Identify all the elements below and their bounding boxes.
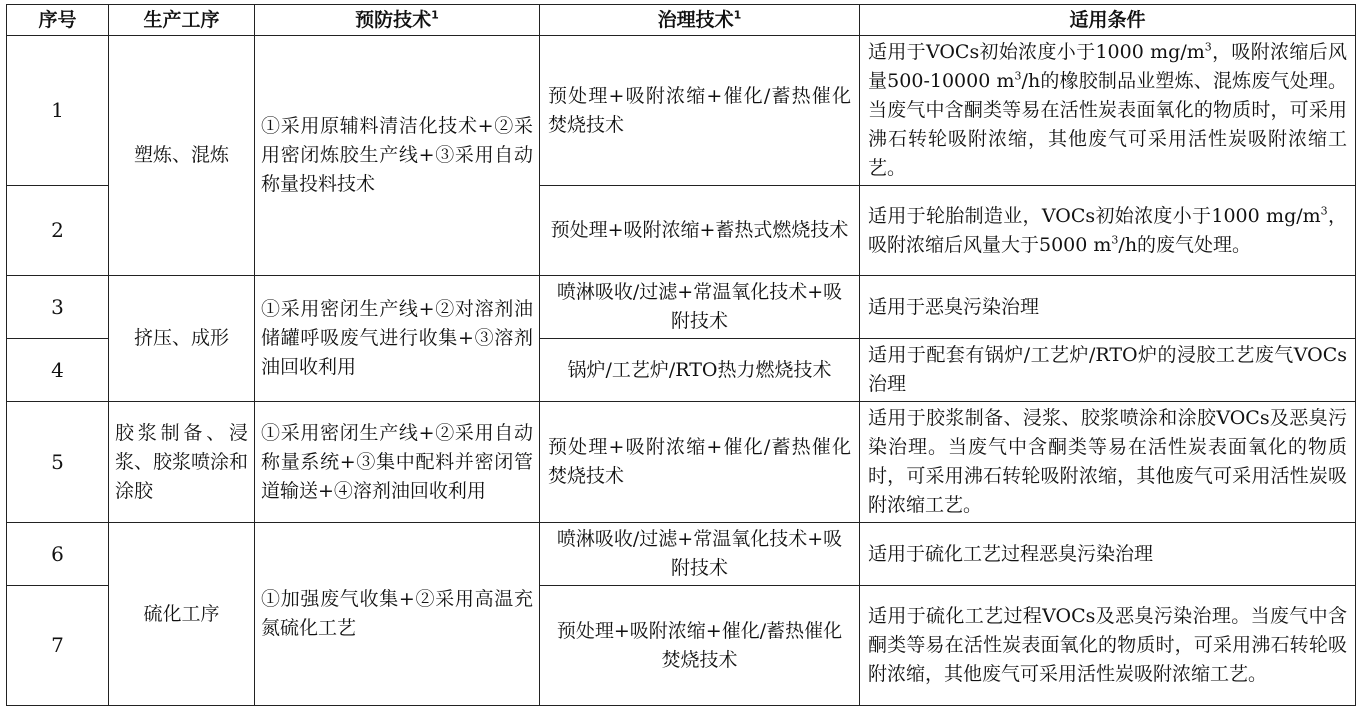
- row-number: 4: [7, 339, 109, 402]
- prevention-cell: ①加强废气收集+②采用高温充氮硫化工艺: [255, 523, 540, 706]
- row-number: 3: [7, 276, 109, 339]
- header-treatment-note: 1: [733, 8, 742, 22]
- condition-text: ，吸附浓缩后风量大于5000 m: [868, 204, 1347, 256]
- unit-exponent: 3: [1111, 233, 1119, 247]
- process-cell: 硫化工序: [109, 523, 255, 706]
- header-prevention: [255, 5, 540, 36]
- row-number: 2: [7, 186, 109, 276]
- table-row: [7, 36, 1356, 186]
- table-row: [7, 402, 1356, 523]
- condition-cell: 适用于胶浆制备、浸浆、胶浆喷涂和涂胶VOCs及恶臭污染治理。当废气中含酮类等易在活性炭表面氧化的物质时，可采用沸石转轮吸附浓缩，其他废气可采用活性炭吸附浓缩工艺。: [860, 402, 1356, 523]
- unit-exponent: 3: [1014, 69, 1022, 83]
- condition-text: 适用于轮胎制造业，VOCs初始浓度小于1000 mg/m: [868, 204, 1321, 227]
- treatment-cell: 预处理+吸附浓缩+催化/蓄热催化焚烧技术: [540, 36, 860, 186]
- treatment-cell: 喷淋吸收/过滤+常温氧化技术+吸附技术: [540, 523, 860, 586]
- condition-cell: [860, 36, 1356, 186]
- header-treatment: [540, 5, 860, 36]
- treatment-cell: 锅炉/工艺炉/RTO热力燃烧技术: [540, 339, 860, 402]
- condition-cell: 适用于恶臭污染治理: [860, 276, 1356, 339]
- treatment-cell: 预处理+吸附浓缩+催化/蓄热催化焚烧技术: [540, 402, 860, 523]
- condition-text: ，吸附浓缩后风量500-10000 m: [868, 41, 1347, 92]
- prevention-cell: ①采用密闭生产线+②采用自动称量系统+③集中配料并密闭管道输送+④溶剂油回收利用: [255, 402, 540, 523]
- process-cell: 挤压、成形: [109, 276, 255, 402]
- condition-cell: [860, 186, 1356, 276]
- treatment-cell: 预处理+吸附浓缩+蓄热式燃烧技术: [540, 186, 860, 276]
- treatment-cell: 喷淋吸收/过滤+常温氧化技术+吸附技术: [540, 276, 860, 339]
- unit-exponent: 3: [1320, 204, 1328, 218]
- table-row: [7, 523, 1356, 586]
- process-cell: 胶浆制备、浸浆、胶浆喷涂和涂胶: [109, 402, 255, 523]
- condition-text: 适用于VOCs初始浓度小于1000 mg/m: [868, 41, 1205, 63]
- technology-table: [6, 4, 1356, 706]
- header-prevention-note: 1: [431, 8, 439, 22]
- header-process: 生产工序: [109, 5, 255, 36]
- table-row: [7, 276, 1356, 339]
- table-header-row: [7, 5, 1356, 36]
- header-treatment-label: 治理技术: [657, 9, 734, 31]
- process-cell: 塑炼、混炼: [109, 36, 255, 276]
- row-number: 6: [7, 523, 109, 586]
- prevention-cell: ①采用原辅料清洁化技术+②采用密闭炼胶生产线+③采用自动称量投料技术: [255, 36, 540, 276]
- condition-text: /h的橡胶制品业塑炼、混炼废气处理。当废气中含酮类等易在活性炭表面氧化的物质时，可采用沸石转轮吸附浓缩，其他废气可采用活性炭吸附浓缩工艺。: [868, 70, 1348, 179]
- condition-text: /h的废气处理。: [1118, 233, 1252, 256]
- prevention-cell: ①采用密闭生产线+②对溶剂油储罐呼吸废气进行收集+③溶剂油回收利用: [255, 276, 540, 402]
- header-no: 序号: [7, 5, 109, 36]
- header-prevention-label: 预防技术: [355, 9, 432, 31]
- condition-cell: 适用于硫化工艺过程VOCs及恶臭污染治理。当废气中含酮类等易在活性炭表面氧化的物质时，可采用沸石转轮吸附浓缩，其他废气可采用活性炭吸附浓缩工艺。: [860, 586, 1356, 706]
- condition-cell: 适用于配套有锅炉/工艺炉/RTO炉的浸胶工艺废气VOCs治理: [860, 339, 1356, 402]
- row-number: 5: [7, 402, 109, 523]
- header-condition: 适用条件: [860, 5, 1356, 36]
- row-number: 1: [7, 36, 109, 186]
- unit-exponent: 3: [1204, 40, 1212, 54]
- condition-cell: 适用于硫化工艺过程恶臭污染治理: [860, 523, 1356, 586]
- row-number: 7: [7, 586, 109, 706]
- treatment-cell: 预处理+吸附浓缩+催化/蓄热催化焚烧技术: [540, 586, 860, 706]
